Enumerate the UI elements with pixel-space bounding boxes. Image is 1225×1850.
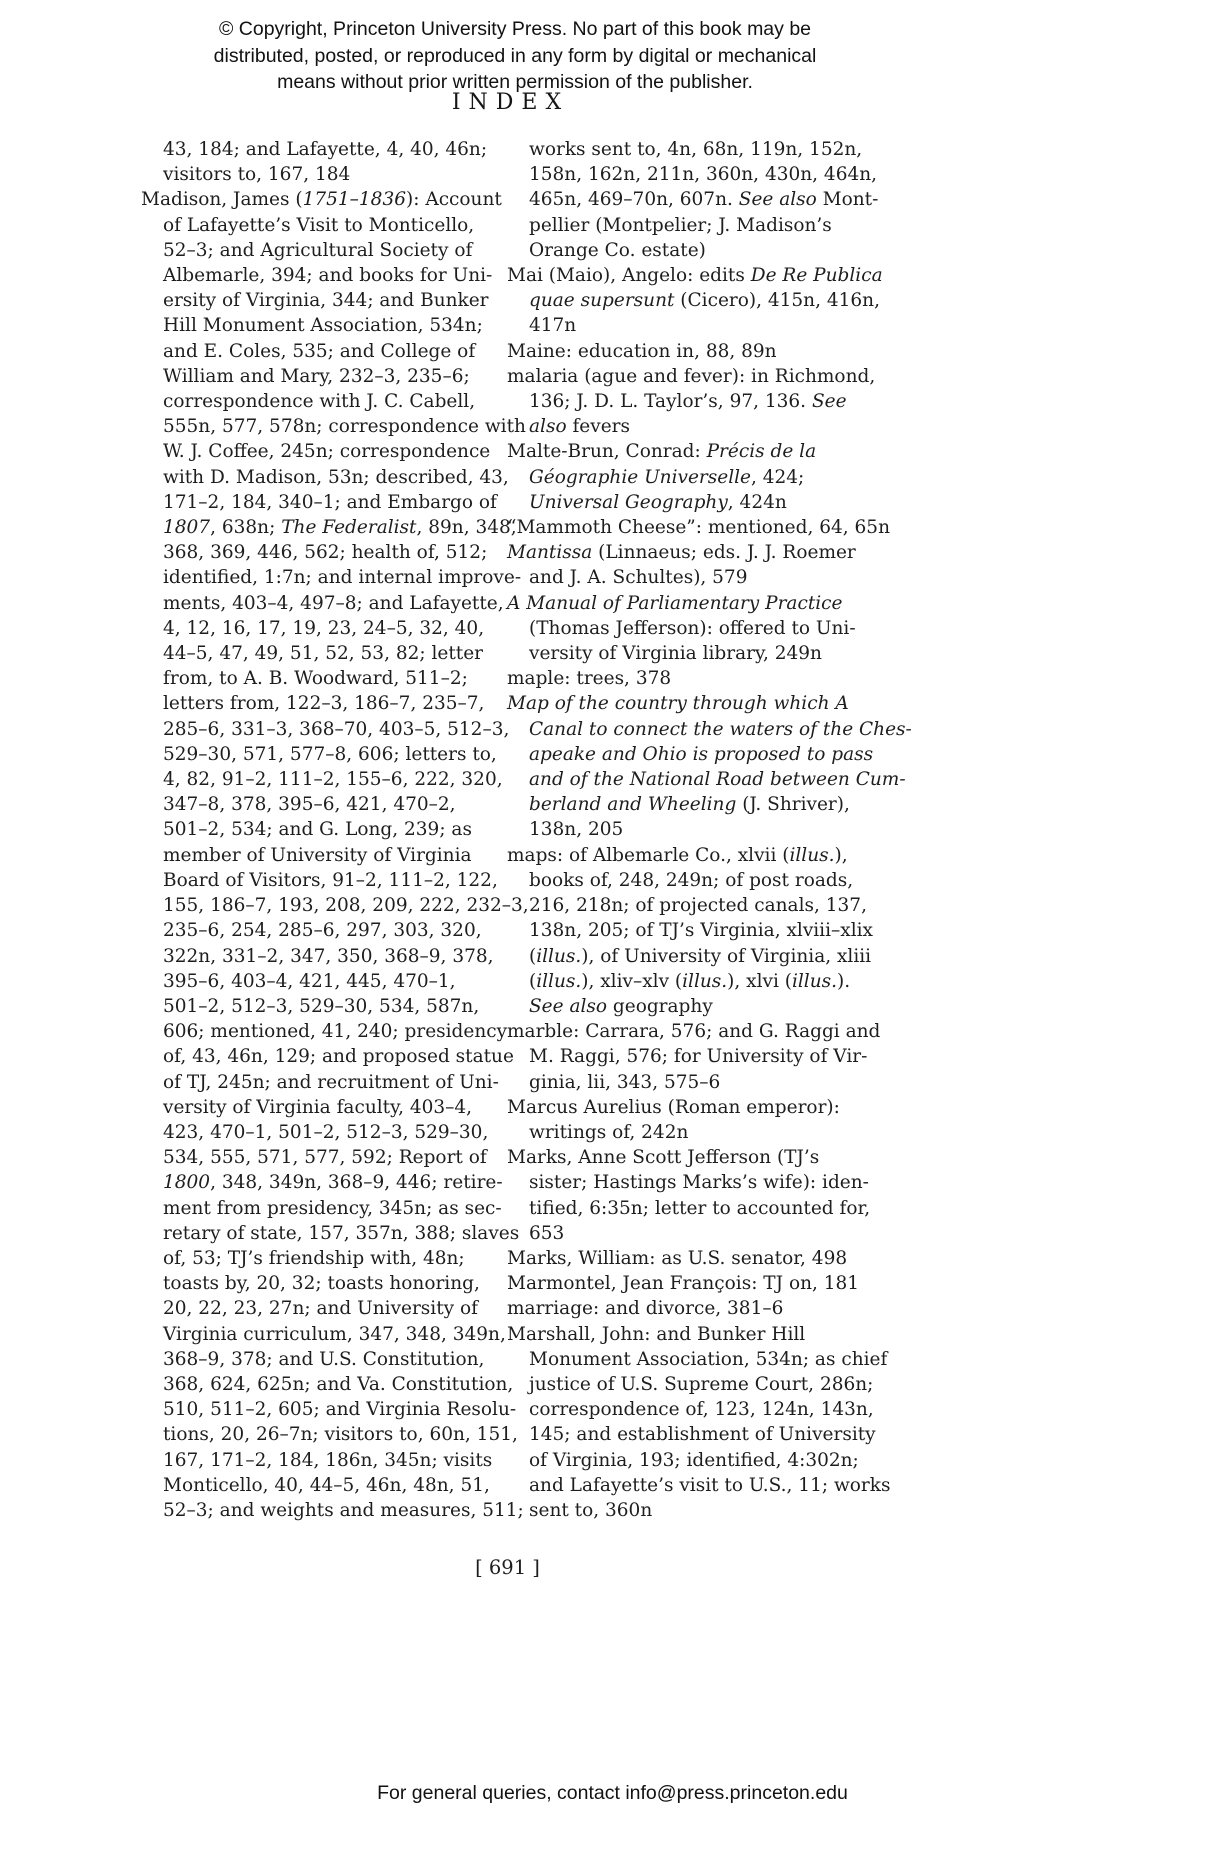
copyright-line-3: means without prior written permission of the publisher. (277, 71, 753, 93)
index-line: books of, 248, 249n; of post roads, (529, 869, 854, 891)
index-line: 368, 624, 625n; and Va. Constitution, (163, 1373, 514, 1395)
index-line: and of the National Road between Cum- (529, 769, 906, 791)
index-line: toasts by, 20, 32; toasts honoring, (163, 1273, 480, 1295)
index-line: Mantissa (Linnaeus; eds. J. J. Roemer (507, 542, 856, 564)
index-line: ment from presidency, 345n; as sec- (163, 1197, 502, 1219)
index-line: M. Raggi, 576; for University of Vir- (529, 1046, 868, 1068)
index-line: Mai (Maio), Angelo: edits De Re Publica (507, 265, 883, 287)
copyright-line-1: © Copyright, Princeton University Press. No part of this book may be (218, 18, 812, 40)
index-line: Maine: education in, 88, 89n (507, 340, 777, 362)
index-line: Marshall, John: and Bunker Hill (507, 1323, 806, 1345)
index-line: Hill Monument Association, 534n; (163, 315, 483, 337)
footer-contact: For general queries, contact info@press.princeton.edu (377, 1782, 848, 1804)
index-column-left (141, 137, 529, 1523)
index-line: from, to A. B. Woodward, 511–2; (163, 668, 468, 690)
index-line: ersity of Virginia, 344; and Bunker (163, 290, 489, 312)
index-line: with D. Madison, 53n; described, 43, (163, 466, 509, 488)
index-line: Monument Association, 534n; as chief (529, 1348, 888, 1370)
index-line: 368, 369, 446, 562; health of, 512; (163, 542, 488, 564)
index-line: 534, 555, 571, 577, 592; Report of (163, 1147, 487, 1169)
index-line: 653 (529, 1222, 565, 1244)
index-line: Orange Co. estate) (529, 239, 706, 261)
index-line: 285–6, 331–3, 368–70, 403–5, 512–3, (163, 718, 510, 740)
index-line: of Lafayette’s Visit to Monticello, (163, 214, 475, 236)
index-line: 158n, 162n, 211n, 360n, 430n, 464n, (529, 164, 878, 186)
index-line: 20, 22, 23, 27n; and University of (163, 1298, 478, 1320)
index-line: 423, 470–1, 501–2, 512–3, 529–30, (163, 1121, 489, 1143)
index-line: identified, 1:7n; and internal improve- (163, 567, 522, 589)
index-line: justice of U.S. Supreme Court, 286n; (529, 1373, 874, 1395)
index-line: 216, 218n; of projected canals, 137, (529, 895, 867, 917)
index-line: 322n, 331–2, 347, 350, 368–9, 378, (163, 945, 494, 967)
index-line: 145; and establishment of University (529, 1424, 876, 1446)
index-line: 368–9, 378; and U.S. Constitution, (163, 1348, 485, 1370)
index-line: (illus.), xliv–xlv (illus.), xlvi (illus.). (529, 970, 851, 992)
index-line: retary of state, 157, 357n, 388; slaves (163, 1222, 520, 1244)
index-line: W. J. Coffee, 245n; correspondence (163, 441, 491, 463)
index-line: 1800, 348, 349n, 368–9, 446; retire- (163, 1172, 503, 1194)
index-line: 347–8, 378, 395–6, 421, 470–2, (163, 794, 456, 816)
index-line: 501–2, 534; and G. Long, 239; as (163, 819, 472, 841)
index-line: Canal to connect the waters of the Ches- (529, 718, 912, 740)
index-line: A Manual of Parliamentary Practice (507, 592, 843, 614)
index-line: member of University of Virginia (163, 844, 472, 866)
index-line: 52–3; and weights and measures, 511; (163, 1499, 524, 1521)
index-line: 43, 184; and Lafayette, 4, 40, 46n; (163, 139, 488, 160)
index-line: of, 53; TJ’s friendship with, 48n; (163, 1247, 465, 1269)
index-line: 555n, 577, 578n; correspondence with (163, 416, 526, 438)
index-line: 4, 12, 16, 17, 19, 23, 24–5, 32, 40, (163, 617, 485, 639)
index-line: Board of Visitors, 91–2, 111–2, 122, (163, 869, 498, 891)
index-line: 44–5, 47, 49, 51, 52, 53, 82; letter (163, 643, 484, 665)
index-line: marble: Carrara, 576; and G. Raggi and (507, 1021, 881, 1043)
index-line: Map of the country through which A (507, 693, 849, 715)
index-line: and E. Coles, 535; and College of (163, 340, 476, 362)
index-line: writings of, 242n (529, 1121, 689, 1143)
index-line: correspondence of, 123, 124n, 143n, (529, 1399, 874, 1421)
index-column-right (507, 137, 912, 1523)
index-line: Madison, James (1751–1836): Account (141, 189, 502, 211)
index-line: 417n (529, 315, 577, 337)
index-line: 501–2, 512–3, 529–30, 534, 587n, (163, 995, 480, 1017)
index-line: 465n, 469–70n, 607n. See also Mont- (529, 189, 879, 211)
index-line: malaria (ague and fever): in Richmond, (507, 365, 876, 387)
index-line: Marks, Anne Scott Jefferson (TJ’s (507, 1147, 820, 1169)
index-line: works sent to, 4n, 68n, 119n, 152n, (529, 139, 863, 160)
index-line: pellier (Montpelier; J. Madison’s (529, 214, 832, 236)
index-line: Monticello, 40, 44–5, 46n, 48n, 51, (163, 1474, 490, 1496)
index-line: “Mammoth Cheese”: mentioned, 64, 65n (507, 517, 890, 539)
index-line: marriage: and divorce, 381–6 (507, 1298, 784, 1320)
index-line: 136; J. D. L. Taylor’s, 97, 136. See (529, 391, 847, 413)
index-line: Géographie Universelle, 424; (529, 466, 805, 488)
index-line: versity of Virginia library, 249n (529, 643, 822, 665)
index-line: sister; Hastings Marks’s wife): iden- (529, 1172, 869, 1194)
index-line: Malte-Brun, Conrad: Précis de la (507, 441, 817, 463)
index-line: maple: trees, 378 (507, 668, 672, 690)
index-line: of TJ, 245n; and recruitment of Uni- (163, 1071, 499, 1093)
index-line: See also geography (529, 995, 713, 1017)
index-line: quae supersunt (Cicero), 415n, 416n, (529, 290, 880, 312)
index-line: 1807, 638n; The Federalist, 89n, 348, (163, 517, 517, 539)
index-line: 155, 186–7, 193, 208, 209, 222, 232–3, (163, 895, 529, 917)
index-line: Marcus Aurelius (Roman emperor): (507, 1096, 840, 1118)
index-line: 4, 82, 91–2, 111–2, 155–6, 222, 320, (163, 769, 503, 791)
index-line: Virginia curriculum, 347, 348, 349n, (163, 1323, 506, 1345)
index-line: also fevers (529, 416, 630, 438)
index-line: (illus.), of University of Virginia, xliii (529, 945, 872, 967)
index-line: berland and Wheeling (J. Shriver), (529, 794, 850, 816)
page-title: INDEX (451, 90, 570, 115)
index-line: visitors to, 167, 184 (163, 164, 351, 186)
index-line: 529–30, 571, 577–8, 606; letters to, (163, 743, 497, 765)
index-line: correspondence with J. C. Cabell, (163, 391, 476, 413)
index-line: 138n, 205 (529, 819, 624, 841)
page-number: [ 691 ] (475, 1556, 540, 1579)
index-line: versity of Virginia faculty, 403–4, (163, 1096, 473, 1118)
index-line: sent to, 360n (529, 1499, 653, 1521)
index-line: Marks, William: as U.S. senator, 498 (507, 1247, 848, 1269)
copyright-notice (140, 16, 890, 96)
index-line: and Lafayette’s visit to U.S., 11; works (529, 1474, 891, 1496)
index-line: tified, 6:35n; letter to accounted for, (529, 1197, 871, 1219)
index-line: 235–6, 254, 285–6, 297, 303, 320, (163, 920, 482, 942)
index-line: ments, 403–4, 497–8; and Lafayette, (163, 592, 504, 614)
index-line: 52–3; and Agricultural Society of (163, 239, 473, 261)
index-line: Albemarle, 394; and books for Uni- (163, 265, 493, 287)
index-line: 171–2, 184, 340–1; and Embargo of (163, 491, 497, 513)
index-line: William and Mary, 232–3, 235–6; (163, 365, 470, 387)
index-line: ginia, lii, 343, 575–6 (529, 1071, 721, 1093)
index-line: 167, 171–2, 184, 186n, 345n; visits (163, 1449, 493, 1471)
copyright-line-2: distributed, posted, or reproduced in any form by digital or mechanical (213, 44, 817, 67)
index-line: letters from, 122–3, 186–7, 235–7, (163, 693, 485, 715)
index-line: (Thomas Jefferson): offered to Uni- (529, 617, 856, 639)
index-line: of, 43, 46n, 129; and proposed statue (163, 1046, 514, 1068)
index-line: 510, 511–2, 605; and Virginia Resolu- (163, 1399, 517, 1421)
index-line: maps: of Albemarle Co., xlvii (illus.), (507, 844, 848, 866)
index-line: 138n, 205; of TJ’s Virginia, xlviii–xlix (529, 920, 873, 942)
index-line: Marmontel, Jean François: TJ on, 181 (507, 1273, 860, 1295)
index-line: tions, 20, 26–7n; visitors to, 60n, 151, (163, 1424, 518, 1446)
index-line: 606; mentioned, 41, 240; presidency (163, 1021, 508, 1043)
index-line: apeake and Ohio is proposed to pass (529, 743, 874, 765)
index-columns (141, 137, 912, 1523)
index-line: 395–6, 403–4, 421, 445, 470–1, (163, 970, 456, 992)
index-line: and J. A. Schultes), 579 (529, 567, 748, 589)
index-line: of Virginia, 193; identified, 4:302n; (529, 1449, 859, 1471)
index-line: Universal Geography, 424n (529, 491, 787, 513)
